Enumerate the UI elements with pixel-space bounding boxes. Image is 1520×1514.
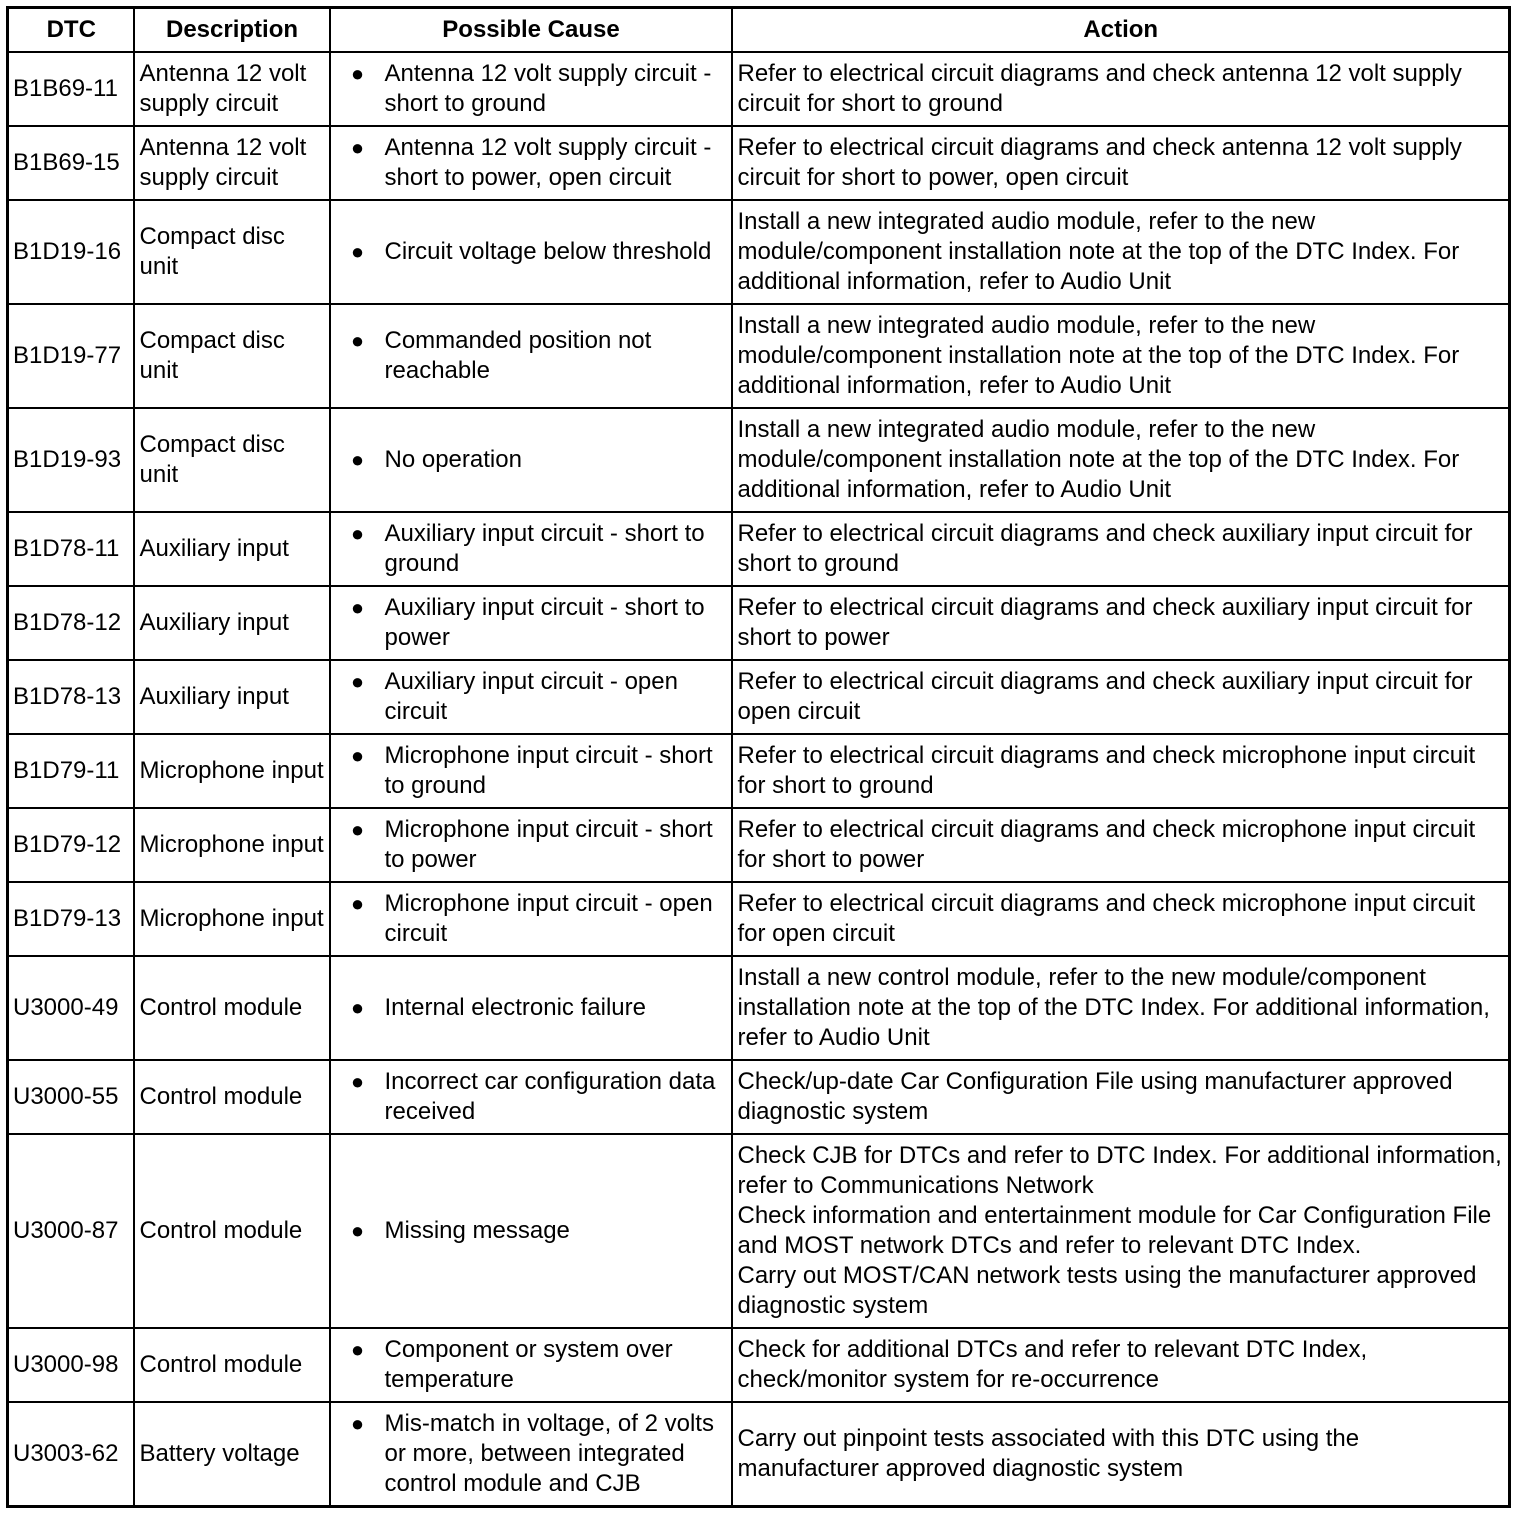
dtc-code-cell: B1B69-11 xyxy=(8,52,134,126)
action-line: Carry out MOST/CAN network tests using the manufacturer approved diagnostic system xyxy=(737,1262,1477,1319)
bullet-icon: ● xyxy=(350,669,365,694)
table-row xyxy=(8,512,1510,586)
cause-bullet-item xyxy=(331,1067,727,1127)
bullet-icon: ● xyxy=(350,521,365,546)
action-cell xyxy=(732,52,1510,126)
table-row xyxy=(8,956,1510,1060)
table-row xyxy=(8,408,1510,512)
dtc-code-cell: B1D19-93 xyxy=(8,408,134,512)
possible-cause-cell xyxy=(330,1328,732,1402)
cause-text: Incorrect car configuration data received xyxy=(384,1068,716,1125)
dtc-code-cell: B1D19-77 xyxy=(8,304,134,408)
possible-cause-cell xyxy=(330,52,732,126)
table-row xyxy=(8,304,1510,408)
description-cell: Compact disc unit xyxy=(134,200,330,304)
possible-cause-cell xyxy=(330,586,732,660)
cause-text: Antenna 12 volt supply circuit - short to ground xyxy=(384,60,712,117)
cause-text: Auxiliary input circuit - short to ground xyxy=(384,520,705,577)
cause-text: Component or system over temperature xyxy=(384,1336,673,1393)
action-line: Check CJB for DTCs and refer to DTC Index. For additional information, refer to Communications Network xyxy=(737,1142,1502,1199)
bullet-icon: ● xyxy=(350,1218,365,1243)
table-row xyxy=(8,1134,1510,1328)
action-cell xyxy=(732,882,1510,956)
bullet-icon: ● xyxy=(350,891,365,916)
possible-cause-cell xyxy=(330,512,732,586)
cause-text: Microphone input circuit - short to ground xyxy=(384,742,713,799)
cause-text: Microphone input circuit - short to power xyxy=(384,816,713,873)
cause-bullet-item xyxy=(331,741,727,801)
possible-cause-cell xyxy=(330,734,732,808)
dtc-code-cell: B1D79-11 xyxy=(8,734,134,808)
action-line: Check for additional DTCs and refer to relevant DTC Index, check/monitor system for re-occurrence xyxy=(737,1336,1368,1393)
possible-cause-cell xyxy=(330,956,732,1060)
action-cell xyxy=(732,126,1510,200)
bullet-icon: ● xyxy=(350,817,365,842)
description-cell: Control module xyxy=(134,1134,330,1328)
table-row xyxy=(8,1060,1510,1134)
description-cell: Microphone input xyxy=(134,734,330,808)
dtc-code-cell: U3003-62 xyxy=(8,1402,134,1507)
bullet-icon: ● xyxy=(350,61,365,86)
possible-cause-cell xyxy=(330,1402,732,1507)
description-cell: Battery voltage xyxy=(134,1402,330,1507)
description-cell: Auxiliary input xyxy=(134,660,330,734)
cause-bullet-item xyxy=(331,667,727,727)
action-line: Install a new integrated audio module, refer to the new module/component installation note at the top of the DTC Index. For additional information, refer to Audio Unit xyxy=(737,312,1460,399)
bullet-icon: ● xyxy=(350,995,365,1020)
cause-bullet-item xyxy=(331,445,727,475)
cause-bullet-item xyxy=(331,326,727,386)
description-cell: Auxiliary input xyxy=(134,512,330,586)
cause-bullet-item xyxy=(331,237,727,267)
cause-bullet-item xyxy=(331,593,727,653)
cause-bullet-item xyxy=(331,59,727,119)
table-row xyxy=(8,882,1510,956)
bullet-icon: ● xyxy=(350,595,365,620)
table-row xyxy=(8,586,1510,660)
possible-cause-cell xyxy=(330,304,732,408)
action-cell xyxy=(732,304,1510,408)
action-cell xyxy=(732,808,1510,882)
dtc-code-cell: U3000-49 xyxy=(8,956,134,1060)
table-row xyxy=(8,808,1510,882)
bullet-icon: ● xyxy=(350,239,365,264)
dtc-code-cell: U3000-98 xyxy=(8,1328,134,1402)
cause-text: Mis-match in voltage, of 2 volts or more, between integrated control module and CJB xyxy=(384,1410,714,1497)
description-cell: Control module xyxy=(134,956,330,1060)
possible-cause-cell xyxy=(330,126,732,200)
cause-text: Auxiliary input circuit - short to power xyxy=(384,594,705,651)
bullet-icon: ● xyxy=(350,447,365,472)
cause-bullet-item xyxy=(331,889,727,949)
action-line: Refer to electrical circuit diagrams and check antenna 12 volt supply circuit for short to ground xyxy=(737,60,1462,117)
cause-text: Antenna 12 volt supply circuit - short to power, open circuit xyxy=(384,134,712,191)
action-cell xyxy=(732,956,1510,1060)
header-description: Description xyxy=(134,8,330,53)
bullet-icon: ● xyxy=(350,1069,365,1094)
action-line: Refer to electrical circuit diagrams and check auxiliary input circuit for short to ground xyxy=(737,520,1473,577)
possible-cause-cell xyxy=(330,808,732,882)
dtc-code-cell: B1D79-13 xyxy=(8,882,134,956)
possible-cause-cell xyxy=(330,660,732,734)
description-cell: Auxiliary input xyxy=(134,586,330,660)
action-cell xyxy=(732,1060,1510,1134)
action-cell xyxy=(732,512,1510,586)
cause-text: Internal electronic failure xyxy=(384,994,646,1021)
description-cell: Control module xyxy=(134,1060,330,1134)
action-line: Install a new integrated audio module, refer to the new module/component installation note at the top of the DTC Index. For additional information, refer to Audio Unit xyxy=(737,416,1460,503)
possible-cause-cell xyxy=(330,408,732,512)
dtc-code-cell: B1D78-11 xyxy=(8,512,134,586)
description-cell: Antenna 12 volt supply circuit xyxy=(134,52,330,126)
header-row xyxy=(8,8,1510,53)
action-line: Install a new control module, refer to the new module/component installation note at the top of the DTC Index. For additional information, refer to Audio Unit xyxy=(737,964,1490,1051)
possible-cause-cell xyxy=(330,1060,732,1134)
table-row xyxy=(8,52,1510,126)
action-line: Check/up-date Car Configuration File using manufacturer approved diagnostic system xyxy=(737,1068,1453,1125)
description-cell: Compact disc unit xyxy=(134,408,330,512)
description-cell: Microphone input xyxy=(134,882,330,956)
header-possible-cause: Possible Cause xyxy=(330,8,732,53)
table-row xyxy=(8,660,1510,734)
bullet-icon: ● xyxy=(350,135,365,160)
cause-text: Auxiliary input circuit - open circuit xyxy=(384,668,678,725)
dtc-code-cell: B1B69-15 xyxy=(8,126,134,200)
header-dtc: DTC xyxy=(8,8,134,53)
description-cell: Antenna 12 volt supply circuit xyxy=(134,126,330,200)
cause-text: Commanded position not reachable xyxy=(384,327,652,384)
action-line: Refer to electrical circuit diagrams and check microphone input circuit for short to ground xyxy=(737,742,1476,799)
possible-cause-cell xyxy=(330,882,732,956)
cause-text: No operation xyxy=(384,446,522,473)
action-cell xyxy=(732,586,1510,660)
cause-text: Missing message xyxy=(384,1217,570,1244)
cause-bullet-item xyxy=(331,993,727,1023)
cause-bullet-item xyxy=(331,815,727,875)
cause-bullet-item xyxy=(331,1335,727,1395)
dtc-code-cell: B1D78-12 xyxy=(8,586,134,660)
description-cell: Compact disc unit xyxy=(134,304,330,408)
possible-cause-cell xyxy=(330,200,732,304)
description-cell: Microphone input xyxy=(134,808,330,882)
table-row xyxy=(8,1328,1510,1402)
action-line: Refer to electrical circuit diagrams and check auxiliary input circuit for open circuit xyxy=(737,668,1473,725)
cause-text: Circuit voltage below threshold xyxy=(384,238,712,265)
action-line: Check information and entertainment module for Car Configuration File and MOST network DTCs and refer to relevant DTC Index. xyxy=(737,1202,1492,1259)
cause-bullet-item xyxy=(331,133,727,193)
bullet-icon: ● xyxy=(350,743,365,768)
description-cell: Control module xyxy=(134,1328,330,1402)
dtc-code-cell: B1D78-13 xyxy=(8,660,134,734)
table-body xyxy=(8,52,1510,1507)
action-cell xyxy=(732,408,1510,512)
action-cell xyxy=(732,660,1510,734)
dtc-code-cell: U3000-55 xyxy=(8,1060,134,1134)
action-line: Refer to electrical circuit diagrams and check antenna 12 volt supply circuit for short to power, open circuit xyxy=(737,134,1462,191)
action-cell xyxy=(732,1328,1510,1402)
dtc-code-cell: B1D19-16 xyxy=(8,200,134,304)
action-cell xyxy=(732,734,1510,808)
cause-bullet-item xyxy=(331,1216,727,1246)
action-line: Carry out pinpoint tests associated with this DTC using the manufacturer approved diagnostic system xyxy=(737,1425,1360,1482)
dtc-code-cell: B1D79-12 xyxy=(8,808,134,882)
possible-cause-cell xyxy=(330,1134,732,1328)
action-cell xyxy=(732,1134,1510,1328)
cause-bullet-item xyxy=(331,1409,727,1499)
cause-bullet-item xyxy=(331,519,727,579)
table-row xyxy=(8,126,1510,200)
action-cell xyxy=(732,200,1510,304)
table-row xyxy=(8,200,1510,304)
bullet-icon: ● xyxy=(350,1411,365,1436)
dtc-code-cell: U3000-87 xyxy=(8,1134,134,1328)
bullet-icon: ● xyxy=(350,328,365,353)
cause-text: Microphone input circuit - open circuit xyxy=(384,890,713,947)
action-cell xyxy=(732,1402,1510,1507)
table-row xyxy=(8,734,1510,808)
action-line: Refer to electrical circuit diagrams and check microphone input circuit for open circuit xyxy=(737,890,1476,947)
bullet-icon: ● xyxy=(350,1337,365,1362)
dtc-table xyxy=(6,6,1511,1508)
action-line: Refer to electrical circuit diagrams and check auxiliary input circuit for short to power xyxy=(737,594,1473,651)
table-row xyxy=(8,1402,1510,1507)
action-line: Install a new integrated audio module, refer to the new module/component installation note at the top of the DTC Index. For additional information, refer to Audio Unit xyxy=(737,208,1460,295)
header-action: Action xyxy=(732,8,1510,53)
action-line: Refer to electrical circuit diagrams and check microphone input circuit for short to power xyxy=(737,816,1476,873)
